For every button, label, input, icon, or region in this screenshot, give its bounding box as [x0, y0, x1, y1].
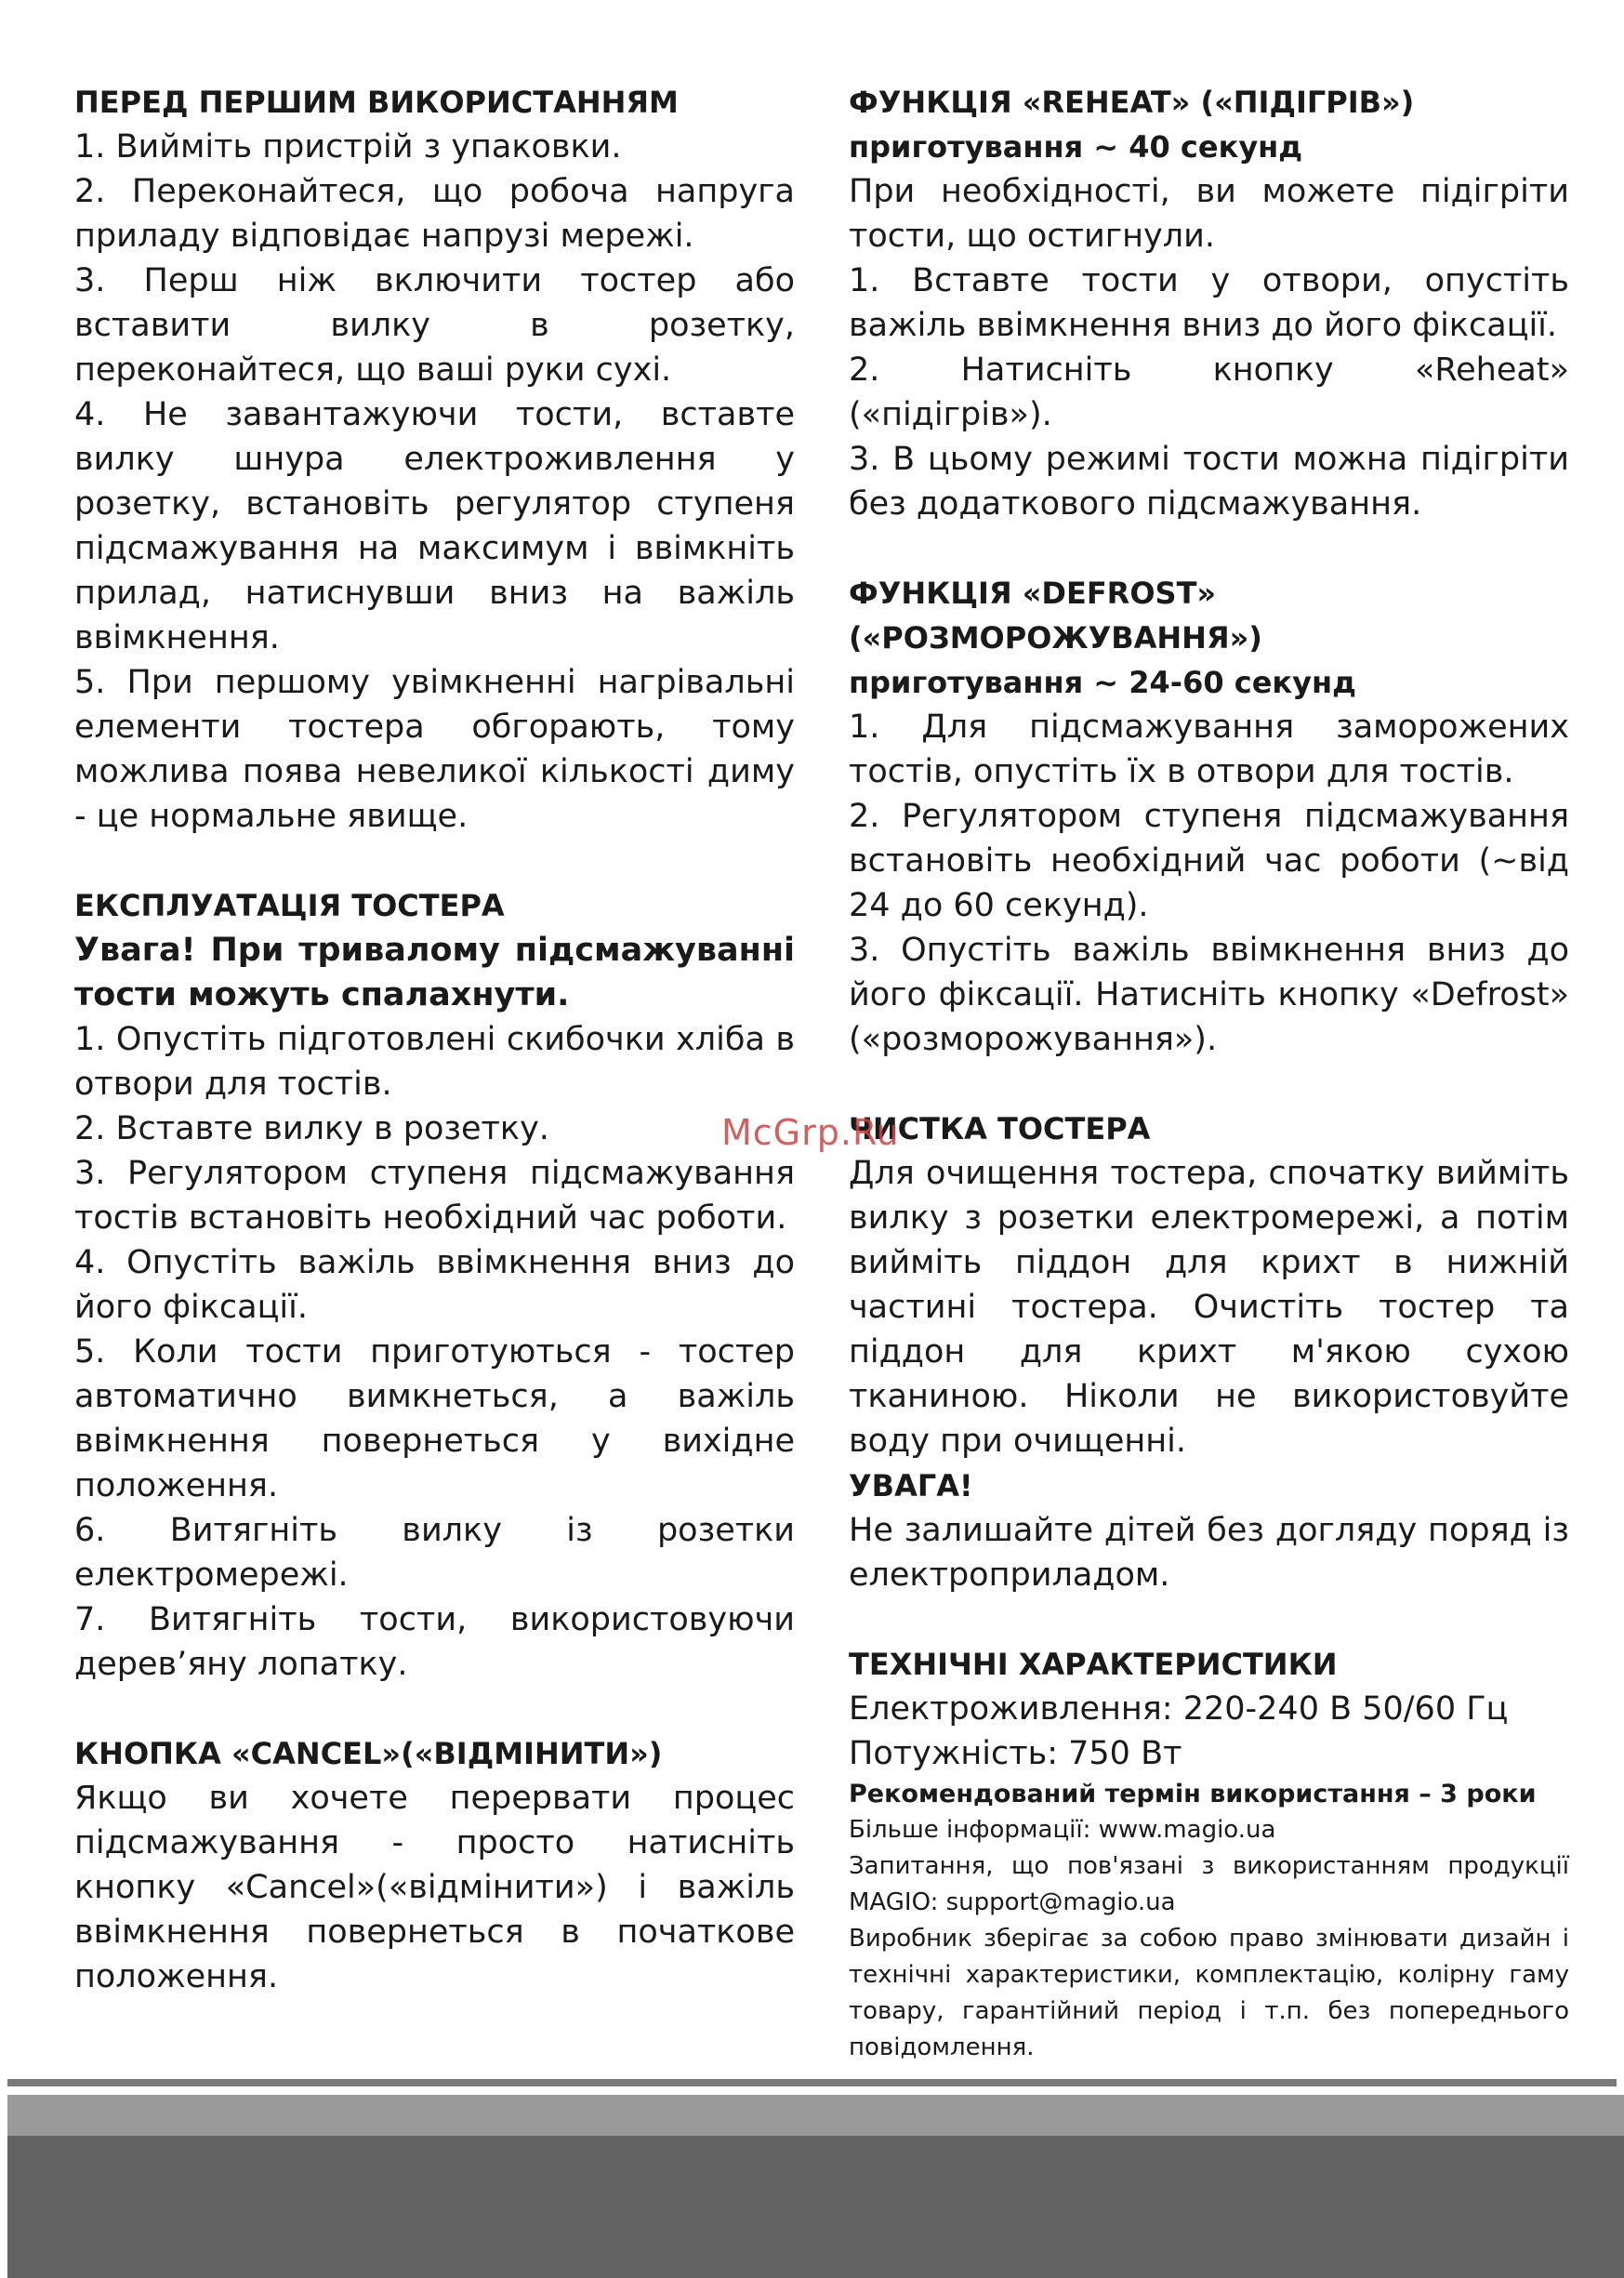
disclaimer: Виробник зберігає за собою право змінювати дизайн і технічні характеристики, комплектацію, колірну гаму товару, гарантійний період і т.п. без попереднього повідомлення.: [849, 1925, 1569, 2061]
body-text: При необхідності, ви можете підігріти тости, що остигнули.: [849, 173, 1569, 255]
step-text: 6. Витягніть вилку із розетки електромережі.: [74, 1512, 795, 1594]
section-title: ФУНКЦІЯ «DEFROST» («РОЗМОРОЖУВАННЯ»): [849, 576, 1262, 656]
footer-band-dark: [7, 2136, 1624, 2278]
section-title: ТЕХНІЧНІ ХАРАКТЕРИСТИКИ: [849, 1647, 1338, 1682]
footer-divider: [7, 2079, 1617, 2086]
step-text: 2. Вставте вилку в розетку.: [74, 1110, 549, 1147]
step-text: 1. Для підсмажування заморожених тостів, опустіть їх в отвори для тостів.: [849, 709, 1569, 790]
warning-title: УВАГА!: [849, 1468, 973, 1503]
section-defrost: [849, 571, 1569, 1062]
step-text: 2. Натисніть кнопку «Reheat» («підігрів»).: [849, 351, 1569, 433]
section-subtitle: приготування ~ 24-60 секунд: [849, 665, 1356, 700]
section-title: ПЕРЕД ПЕРШИМ ВИКОРИСТАННЯМ: [74, 85, 679, 120]
step-text: 5. Коли тости приготуються - тостер автоматично вимкнеться, а важіль ввімкнення повернеться у вихідне положення.: [74, 1333, 795, 1504]
left-column: [74, 80, 795, 2044]
step-text: 4. Не завантажуючи тости, вставте вилку шнура електроживлення у розетку, встановіть регулятор ступеня підсмажування на максимум і ввімкніть прилад, натиснувши вниз на важіль ввімкнення.: [74, 396, 795, 656]
step-text: 1. Опустіть підготовлені скибочки хліба в отвори для тостів.: [74, 1021, 795, 1103]
support-contact: Запитання, що пов'язані з використанням продукції MAGIO: support@magio.ua: [849, 1852, 1569, 1916]
step-text: 4. Опустіть важіль ввімкнення вниз до його фіксації.: [74, 1244, 795, 1326]
footer-band-light: [7, 2095, 1624, 2136]
section-reheat: [849, 80, 1569, 526]
step-text: 3. Опустіть важіль ввімкнення вниз до його фіксації. Натисніть кнопку «Defrost» («розморожування»).: [849, 932, 1569, 1058]
section-cancel-button: [74, 1731, 795, 1999]
step-text: 3. Регулятором ступеня підсмажування тостів встановіть необхідний час роботи.: [74, 1155, 795, 1237]
body-text: Якщо ви хочете перервати процес підсмажування - просто натисніть кнопку «Cancel»(«відмінити») і важіль ввімкнення повернеться в початкове положення.: [74, 1780, 795, 1995]
step-text: 2. Регулятором ступеня підсмажування встановіть необхідний час роботи (~від 24 до 60 секунд).: [849, 798, 1569, 924]
step-text: 5. При першому увімкненні нагрівальні елементи тостера обгорають, тому можлива поява невеликої кількості диму - це нормальне явище.: [74, 664, 795, 835]
section-title: ЧИСТКА ТОСТЕРА: [849, 1111, 1151, 1146]
warning-text: Не залишайте дітей без догляду поряд із електроприладом.: [849, 1512, 1569, 1594]
step-text: 3. В цьому режимі тости можна підігріти без додаткового підсмажування.: [849, 441, 1569, 523]
service-life: Рекомендований термін використання – 3 роки: [849, 1780, 1537, 1808]
more-info: Більше інформації: www.magio.ua: [849, 1816, 1276, 1844]
step-text: 3. Перш ніж включити тостер або вставити вилку в розетку, переконайтеся, що ваші руки сухі.: [74, 262, 795, 389]
power-spec: Потужність: 750 Вт: [849, 1735, 1182, 1772]
section-toaster-operation: [74, 883, 795, 1687]
section-title: КНОПКА «CANCEL»(«ВІДМІНИТИ»): [74, 1736, 663, 1771]
warning-text: Увага! При тривалому підсмажуванні тости можуть спалахнути.: [74, 932, 795, 1013]
section-subtitle: приготування ~ 40 секунд: [849, 129, 1303, 165]
watermark: McGrp.Ru: [721, 1112, 900, 1153]
step-text: 1. Вставте тости у отвори, опустіть важіль ввімкнення вниз до його фіксації.: [849, 262, 1569, 344]
step-text: 2. Переконайтеся, що робоча напруга приладу відповідає напрузі мережі.: [74, 173, 795, 255]
step-text: 7. Витягніть тости, використовуючи дерев’яну лопатку.: [74, 1601, 795, 1683]
body-text: Для очищення тостера, спочатку вийміть вилку з розетки електромережі, а потім вийміть піддон для крихт в нижній частині тостера. Очистіть тостер та піддон для крихт м'якою сухою тканиною. Ніколи не використовуйте воду при очищенні.: [849, 1155, 1569, 1460]
section-before-first-use: [74, 80, 795, 839]
section-specifications: [849, 1642, 1569, 2066]
power-supply-spec: Електроживлення: 220-240 В 50/60 Гц: [849, 1690, 1509, 1728]
section-cleaning: [849, 1106, 1569, 1597]
step-text: 1. Вийміть пристрій з упаковки.: [74, 128, 622, 166]
right-column: [849, 80, 1569, 2066]
section-title: ЕКСПЛУАТАЦІЯ ТОСТЕРА: [74, 888, 505, 923]
section-title: ФУНКЦІЯ «REHEAT» («ПІДІГРІВ»): [849, 85, 1415, 120]
